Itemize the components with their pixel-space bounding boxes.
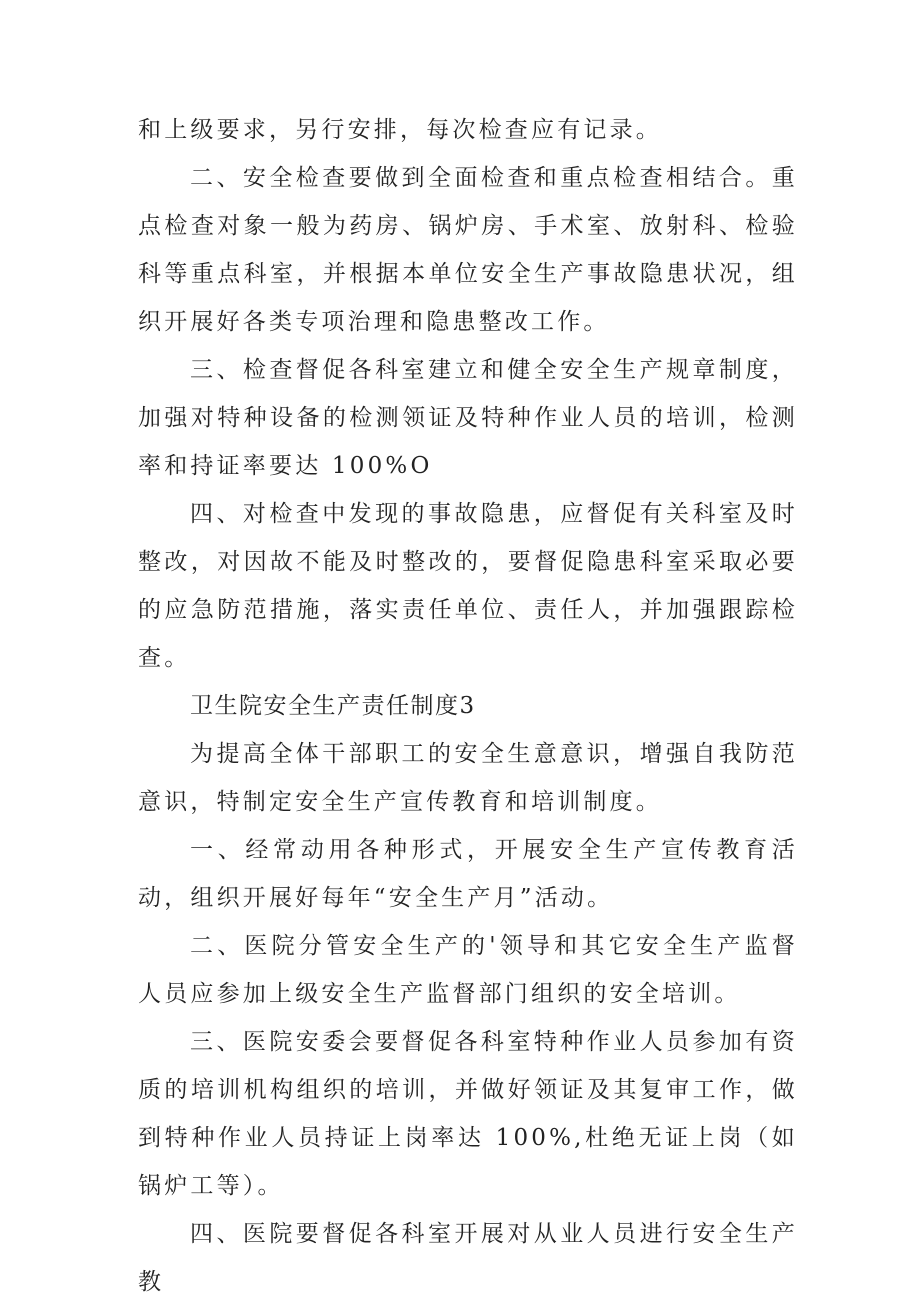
paragraph-item-2-leader-training: 二、医院分管安全生产的'领导和其它安全生产监督人员应参加上级安全生产监督部门组织的安全培训。 — [138, 933, 798, 1007]
paragraph-item-2-comprehensive-inspection: 二、安全检查要做到全面检查和重点检查相结合。重点检查对象一般为药房、锅炉房、手术室、放射科、检验科等重点科室，并根据本单位安全生产事故隐患状况，组织开展好各类专项治理和隐患整改工作。 — [138, 165, 798, 335]
paragraph-item-3-rules-and-training: 三、检查督促各科室建立和健全安全生产规章制度，加强对特种设备的检测领证及特种作业人员的培训，检测率和持证率要达 100%O — [138, 357, 798, 479]
section-heading: 卫生院安全生产责任制度3 — [190, 693, 476, 719]
paragraph-item-4-staff-education: 四、医院要督促各科室开展对从业人员进行安全生产教 — [138, 1221, 798, 1295]
paragraph-item-4-hazard-rectification: 四、对检查中发现的事故隐患，应督促有关科室及时整改，对因故不能及时整改的，要督促隐患科室采取必要的应急防范措施，落实责任单位、责任人，并加强跟踪检查。 — [138, 501, 798, 671]
document-body — [138, 106, 798, 1306]
paragraph-inspection-record: 和上级要求，另行安排，每次检查应有记录。 — [138, 117, 662, 143]
paragraph-purpose: 为提高全体干部职工的安全生意意识，增强自我防范意识，特制定安全生产宣传教育和培训制度。 — [138, 741, 798, 815]
paragraph-item-1-publicity: 一、经常动用各种形式，开展安全生产宣传教育活动，组织开展好每年“安全生产月”活动。 — [138, 837, 798, 911]
paragraph-item-3-special-operators: 三、医院安委会要督促各科室特种作业人员参加有资质的培训机构组织的培训，并做好领证及其复审工作，做到特种作业人员持证上岗率达 100%,杜绝无证上岗（如锅炉工等）。 — [138, 1029, 798, 1199]
